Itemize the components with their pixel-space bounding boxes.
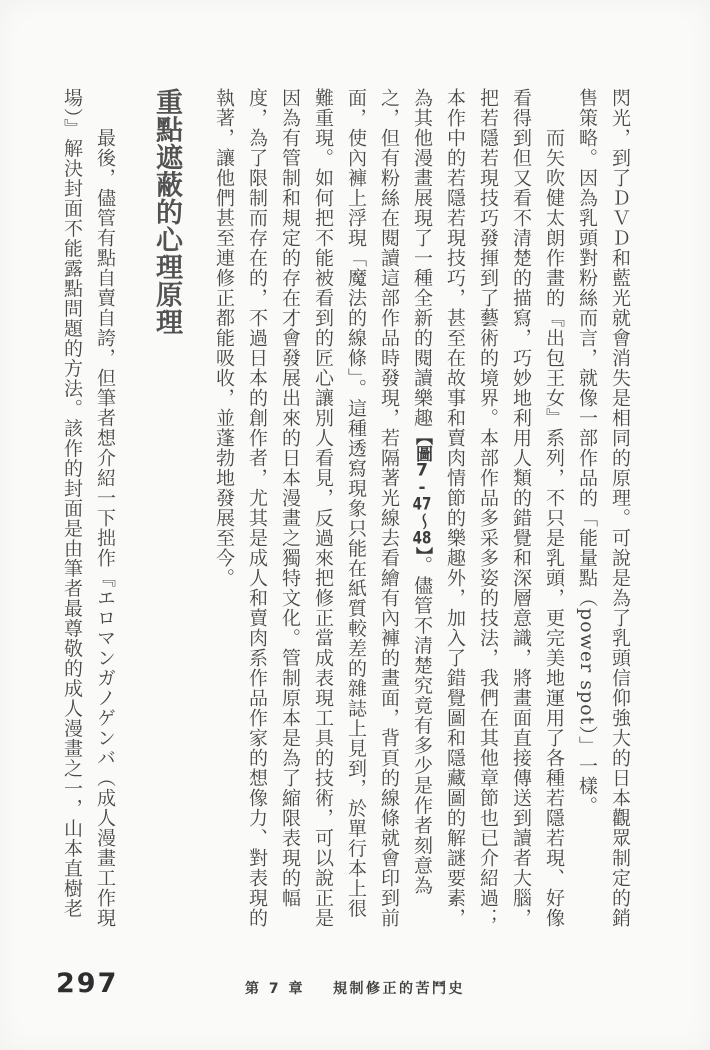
paragraph-continuation: 閃光，到了ＤＶＤ和藍光就會消失是相同的原理。可說是為了乳頭信仰強大的日本觀眾制定的銷售策略。因為乳頭對粉絲而言，就像一部作品的「能量點（power spot）」一樣。 bbox=[576, 88, 631, 928]
figref-open-bracket: 【圖 bbox=[412, 428, 432, 462]
figref-number: 48 bbox=[412, 530, 432, 547]
figref-dash: - bbox=[418, 479, 426, 496]
figref-number: 7 bbox=[416, 462, 428, 479]
figref-tilde: ～ bbox=[412, 513, 432, 530]
footer-section-title: 規制修正的苦鬥史 bbox=[333, 981, 465, 997]
page-number: 297 bbox=[56, 968, 119, 999]
paragraph-text: 。儘管不清楚究竟有多少是作者刻意為之，但有粉絲在閱讀這部作品時發現，若隔著光線去看繪有內褲的畫面，背頁的線條就會印到前面，使內褲上浮現「魔法的線條」。這種透寫現象只能在紙質較差的雜誌上見到，於單行本上很難重現。如何把不能被看到的匠心讓別人看見，反過來把修正當成表現工具的技術，可以說正是因為有管制和規定的存在才會發展出來的日本漫畫之獨特文化。管制原本是為了縮限表現的幅度，為了限制而存在的，不過日本的創作者，尤其是成人和賣肉系作品作家的想像力、對表現的執著，讓他們甚至連修正都能吸收，並蓬勃地發展至今。 bbox=[213, 88, 433, 928]
main-text-block bbox=[55, 88, 636, 932]
paragraph: 最後，儘管有點自賣自誇，但筆者想介紹一下拙作『エロマンガノゲンバ（成人漫畫工作現場）』解決封面不能露點問題的方法。該作的封面是由筆者最尊敬的成人漫畫之一，山本直樹老 bbox=[61, 88, 116, 928]
figref-close-bracket: 】 bbox=[412, 547, 432, 556]
section-heading: 重點遮蔽的心理原理 bbox=[151, 88, 182, 336]
paragraph-text: 而矢吹健太朗作畫的『出包王女』系列，不只是乳頭，更完美地運用了各種若隱若現、好像看得到但又看不清楚的描寫，巧妙地利用人類的錯覺和深層意識，將畫面直接傳送到讀者大腦，把若隱若現技巧發揮到了藝術的境界。本部作品多采多姿的技法，我們在其他章節也已介紹過；本作中的若隱若現技巧，甚至在故事和賣肉情節的樂趣外，加入了錯覺圖和隱藏圖的解謎要素，為其他漫畫展現了一種全新的閱讀樂趣 bbox=[411, 88, 565, 928]
chapter-label: 第 7 章 bbox=[245, 981, 305, 997]
figure-reference bbox=[412, 428, 432, 556]
running-footer bbox=[245, 978, 465, 998]
paragraph bbox=[207, 88, 570, 932]
figref-number: 47 bbox=[412, 496, 432, 513]
